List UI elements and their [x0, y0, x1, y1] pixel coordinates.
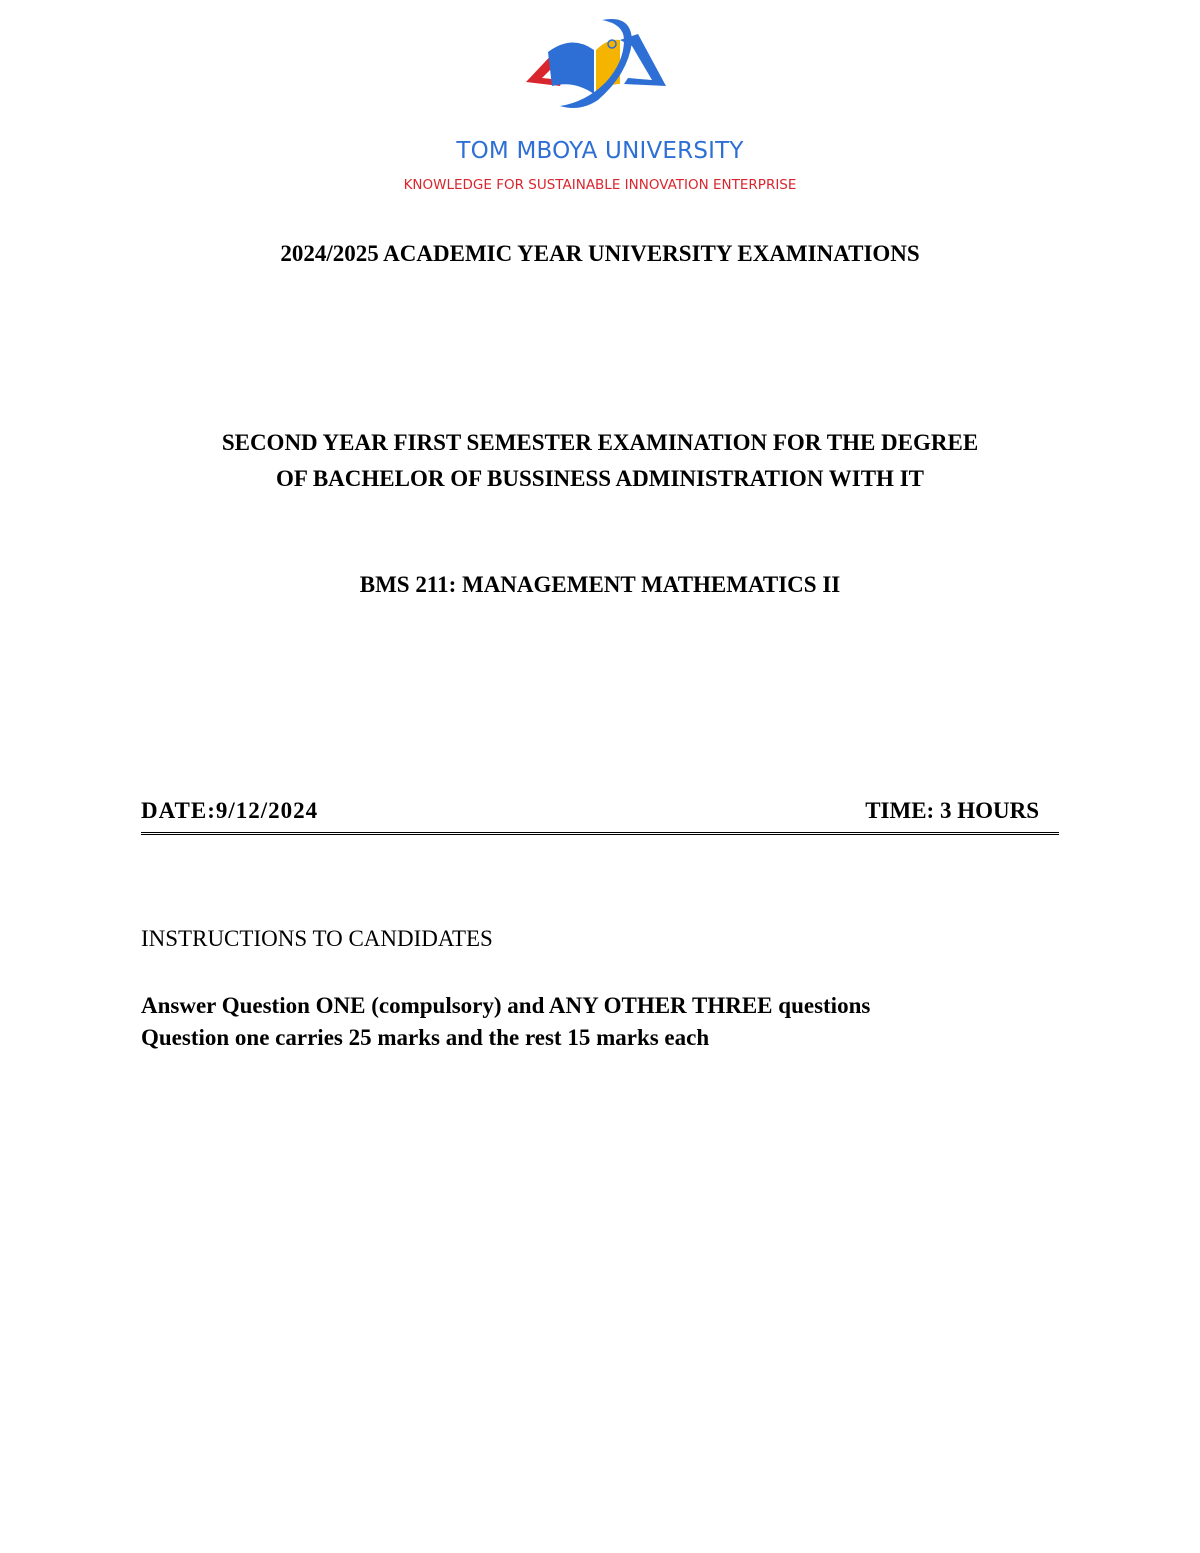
instruction-line: Answer Question ONE (compulsory) and ANY OTHER THREE questions	[141, 993, 871, 1018]
instruction-line: Question one carries 25 marks and the rest 15 marks each	[141, 1025, 710, 1050]
course-title: BMS 211: MANAGEMENT MATHEMATICS II	[359, 572, 841, 597]
degree-title-line-2: OF BACHELOR OF BUSSINESS ADMINISTRATION WITH IT	[276, 466, 924, 491]
university-name: TOM MBOYA UNIVERSITY	[456, 138, 744, 164]
exam-duration: TIME: 3 HOURS	[865, 798, 1039, 823]
instructions-heading: INSTRUCTIONS TO CANDIDATES	[141, 926, 493, 951]
academic-year-title: 2024/2025 ACADEMIC YEAR UNIVERSITY EXAMINATIONS	[280, 241, 920, 266]
degree-title-line-1: SECOND YEAR FIRST SEMESTER EXAMINATION FOR THE DEGREE	[221, 430, 979, 455]
date-time-row	[141, 796, 1059, 835]
exam-date: DATE:9/12/2024	[141, 798, 319, 823]
university-motto: KNOWLEDGE FOR SUSTAINABLE INNOVATION ENTERPRISE	[403, 177, 797, 193]
open-book-logo-icon	[520, 14, 670, 114]
